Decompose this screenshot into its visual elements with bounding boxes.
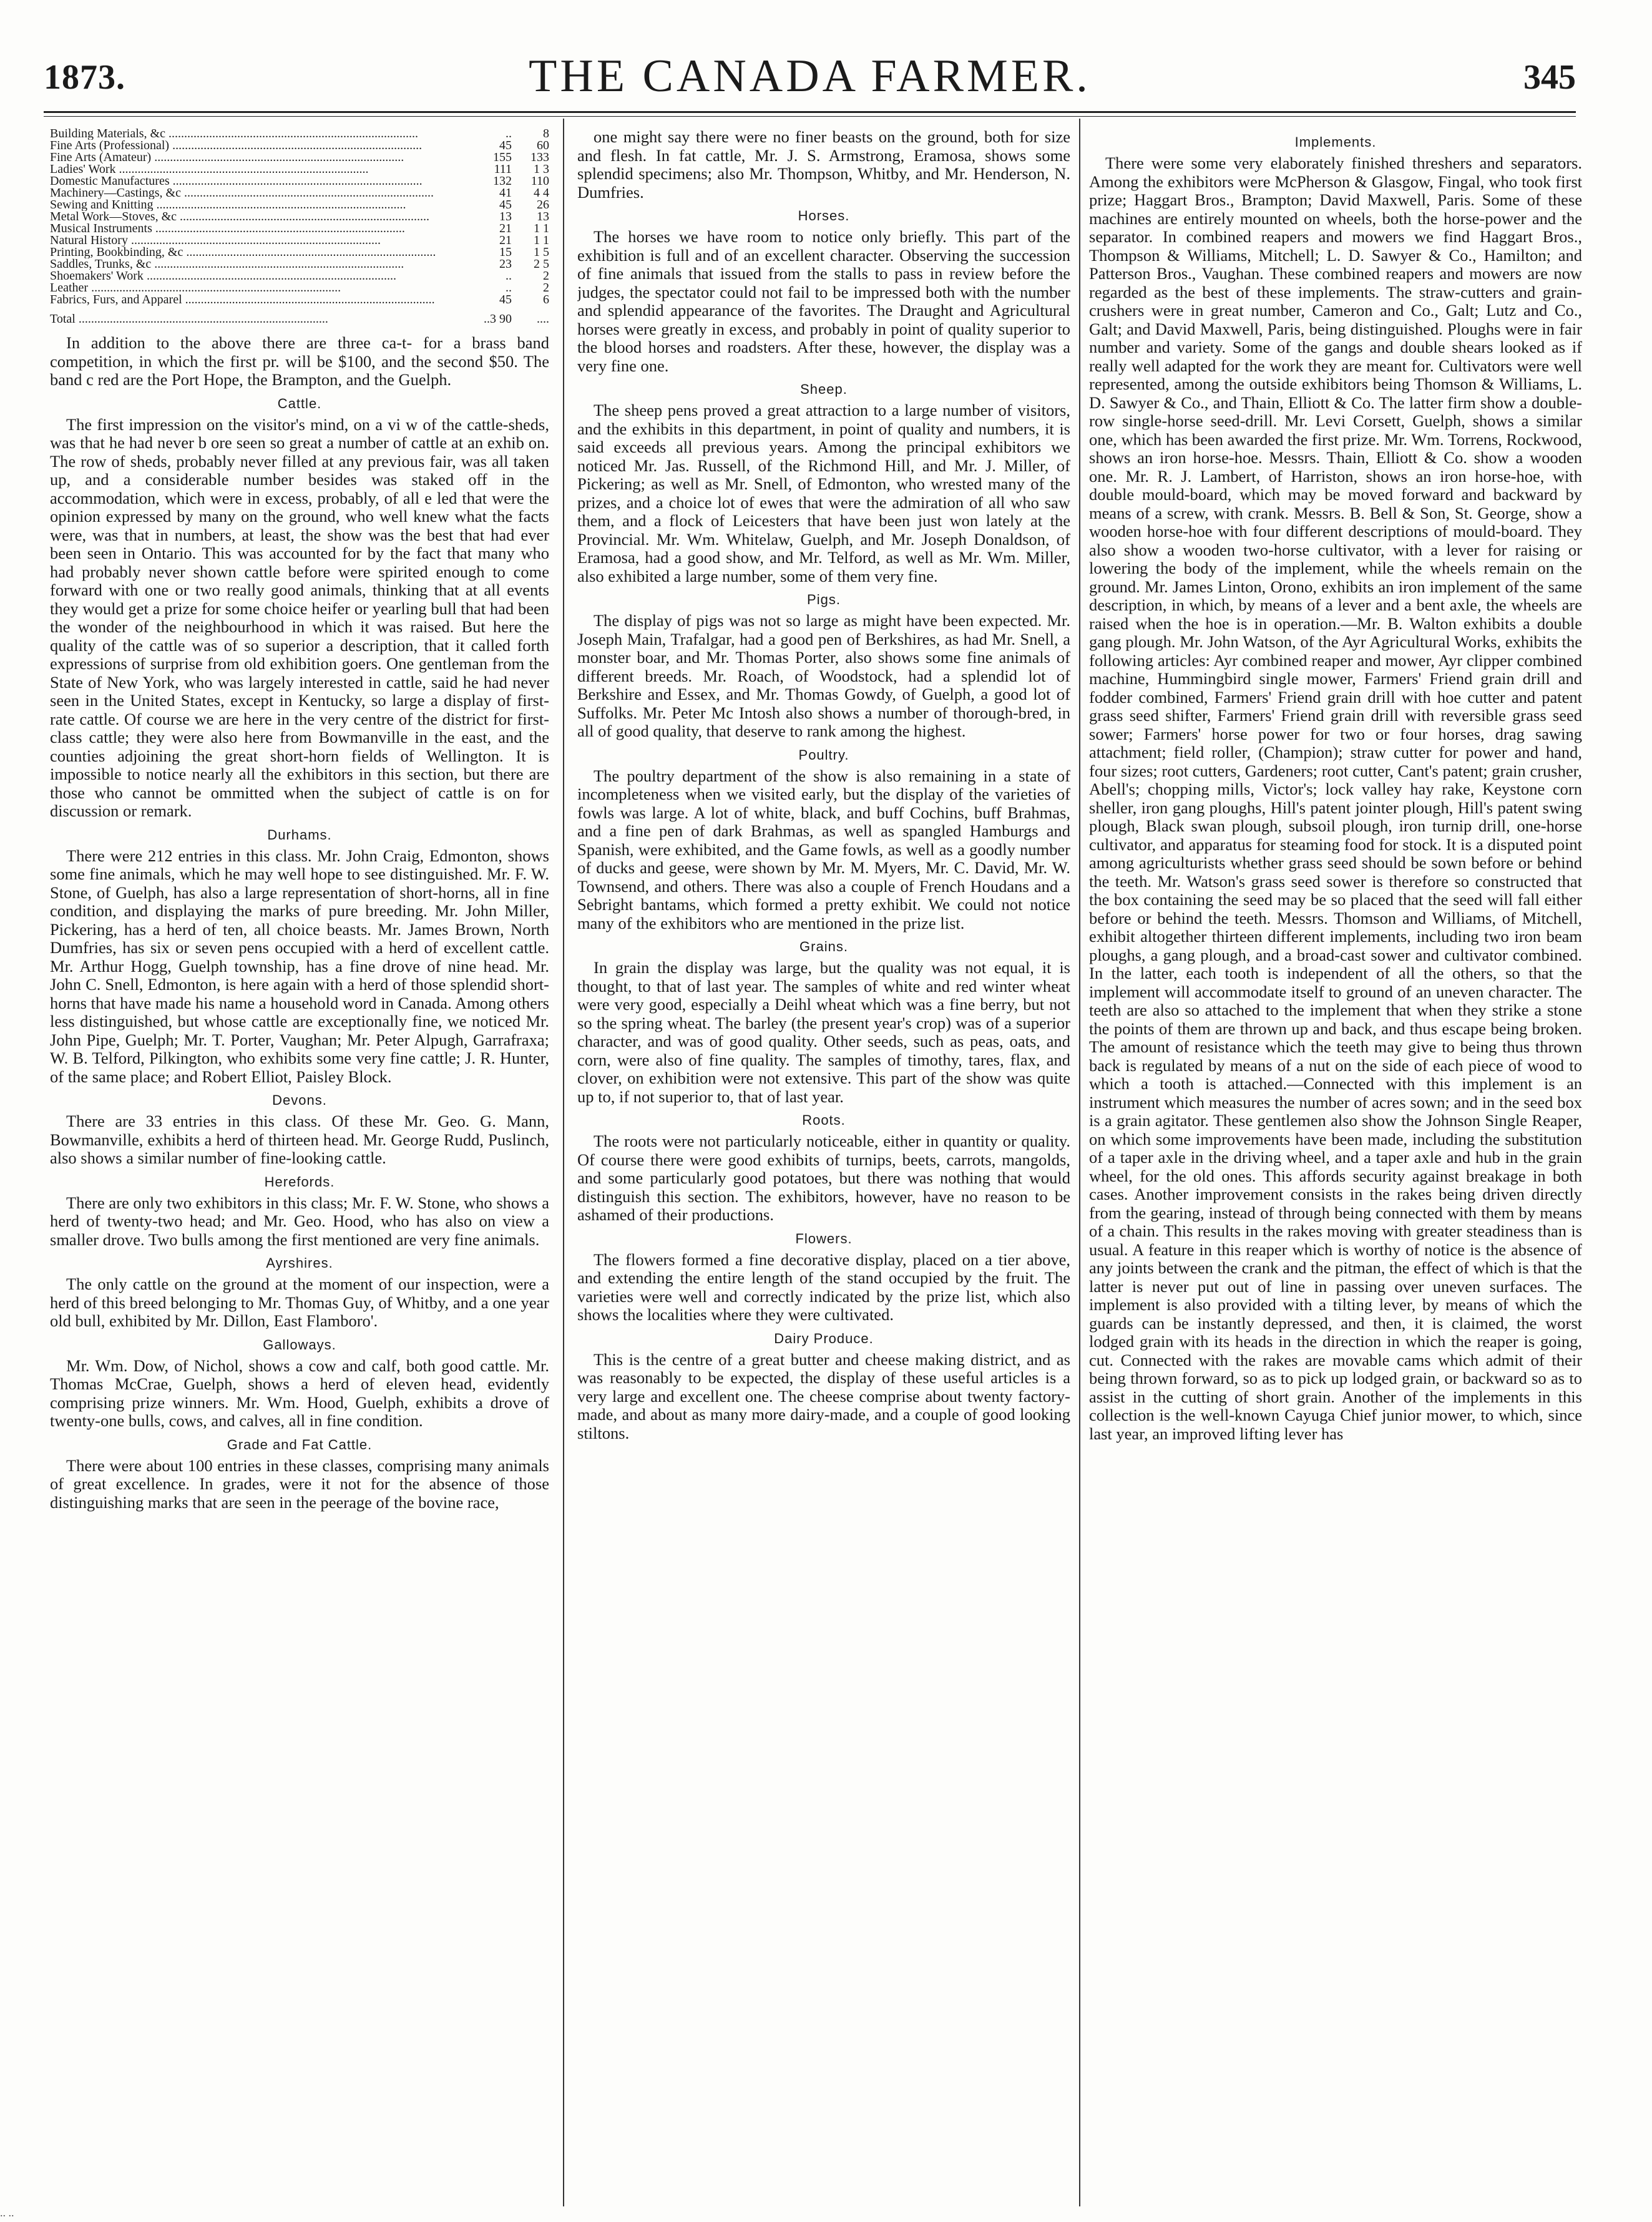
- header-rule-thin: [44, 116, 1576, 117]
- total-count-a: ..3 90: [484, 312, 512, 326]
- total-count-b: ....: [537, 312, 549, 326]
- entry-count-b: 60: [537, 139, 549, 152]
- page-margin-mark: .. ..: [0, 2206, 14, 2219]
- entry-count-b: 8: [543, 128, 549, 140]
- section-heading: Poultry.: [798, 746, 849, 763]
- entries-row: [50, 235, 549, 247]
- article-paragraph: The roots were not particularly noticeable, either in quantity or quality. Of course there were good exhibits of turnips, beets, carrots, mangolds, and some particularly good potatoes, but there was nothing that would distinguish this section. The exhibitors, however, have no reason to be ashamed of their productions.: [577, 1132, 1070, 1224]
- section-heading: Sheep.: [800, 381, 848, 397]
- column-3-articles: [1089, 134, 1582, 1443]
- entry-category: Machinery—Castings, &c .....: [50, 187, 474, 199]
- entry-count-b: 2 5: [534, 257, 549, 271]
- entry-category: Leather .....: [50, 282, 474, 294]
- entry-count-a: 155: [493, 150, 512, 164]
- article-paragraph: The flowers formed a fine decorative display, placed on a tier above, and extending the entire length of the stand occupied by the fruit. The varieties were well and correctly indicated by the prize list, which also shows the localities where they were cultivated.: [577, 1250, 1070, 1324]
- entry-count-b: 2: [543, 269, 549, 283]
- section-heading: Flowers.: [795, 1230, 853, 1246]
- entry-category: Printing, Bookbinding, &c .....: [50, 247, 474, 258]
- section-heading: Devons.: [272, 1092, 327, 1108]
- entry-count-a: 132: [493, 174, 512, 188]
- total-label: Total .....: [50, 306, 474, 325]
- entry-count-a: 15: [499, 245, 512, 259]
- article-paragraph: Mr. Wm. Dow, of Nichol, shows a cow and calf, both good cattle. Mr. Thomas McCrae, Guelph, shows a herd of eleven head, evidently comprising prize winners. Mr. Wm. Hood, Guelph, exhibits a drove of twenty-one bulls, cows, and calves, all in fine condition.: [50, 1356, 549, 1430]
- article-paragraph: The poultry department of the show is also remaining in a state of incompleteness when we visited early, but the display of the varieties of fowls was large. A lot of white, black, and buff Cochins, buff Brahmas, and a fine pen of dark Brahmas, as well as spangled Hamburgs and Spanish, were exhibited, and the Game fowls, as well as a goodly number of ducks and geese, were shown by Mr. M. Myers, Mr. C. David, Mr. W. Townsend, and others. There was also a couple of French Houdans and a Sebright bantams, which formed a pretty exhibit. We could not notice many of the exhibitors who are mentioned in the prize list.: [577, 766, 1070, 932]
- entry-count-a: 45: [499, 139, 512, 152]
- entry-category: Domestic Manufactures .....: [50, 175, 474, 187]
- article-paragraph: There were 212 entries in this class. Mr. John Craig, Edmonton, shows some fine animals, which he may well hope to see distinguished. Mr. F. W. Stone, of Guelph, has also a large representation of short-horns, all in fine condition, and displaying the marks of pure breeding. Mr. John Miller, Pickering, has a herd of ten, all choice beasts. Mr. James Brown, North Dumfries, has six or seven pens occupied with a herd of excellent cattle. Mr. Arthur Hogg, Guelph township, has a fine drove of nine head. Mr. John C. Snell, Edmonton, is here again with a herd of those splendid short-horns that have made his name a household word in Canada. Among others less distinguished, but whose cattle are exceptionally fine, we noticed Mr. John Pipe, Guelph; Mr. T. Porter, Vaughan; Mr. Peter Alpugh, Garrafraxa; W. B. Telford, Pilkington, who exhibits some very fine cattle; J. R. Hunter, of the same place; and Robert Elliot, Paisley Block.: [50, 846, 549, 1086]
- entries-row: [50, 199, 549, 211]
- article-paragraph: This is the centre of a great butter and cheese making district, and as was reasonably to be expected, the display of these useful articles is a very large and excellent one. The cheese comprise about twenty factory-made, and about as many more dairy-made, and a couple of good looking stiltons.: [577, 1349, 1070, 1442]
- entry-count-b: 13: [537, 210, 549, 223]
- section-heading: Galloways.: [263, 1336, 336, 1353]
- section-heading: Ayrshires.: [266, 1255, 333, 1271]
- section-heading: Horses.: [798, 208, 850, 223]
- issue-year: 1873.: [44, 58, 125, 97]
- entries-row: [50, 211, 549, 223]
- entry-count-a: 21: [499, 222, 512, 235]
- entries-row: [50, 187, 549, 199]
- page-number: 345: [1523, 58, 1576, 97]
- column-3: [1089, 128, 1582, 2197]
- entry-count-b: 2: [543, 281, 549, 295]
- entry-count-a: 45: [499, 198, 512, 212]
- section-heading: Roots.: [802, 1112, 846, 1128]
- entry-category: Musical Instruments .....: [50, 223, 474, 235]
- column-1: [50, 128, 549, 2197]
- entry-category: Natural History .....: [50, 235, 474, 247]
- entry-count-a: 13: [499, 210, 512, 223]
- entries-row: [50, 270, 549, 282]
- masthead: [44, 25, 1576, 100]
- entry-count-a: ..: [506, 269, 512, 283]
- column-divider-2: [1079, 119, 1080, 2206]
- entries-row: [50, 223, 549, 235]
- section-heading: Herefords.: [264, 1173, 335, 1190]
- section-heading: Dairy Produce.: [774, 1330, 874, 1346]
- entry-category: Saddles, Trunks, &c .....: [50, 258, 474, 270]
- column-2-articles: [577, 128, 1070, 1442]
- entries-row: [50, 294, 549, 306]
- publication-title: THE CANADA FARMER.: [529, 51, 1091, 102]
- entry-count-a: ..: [506, 281, 512, 295]
- article-paragraph: The horses we have room to notice only briefly. This part of the exhibition is full and of an excellent character. Observing the succession of fine animals that issued from the stalls to pass in review before the judges, the spectator could not fail to be impressed both with the number and splendid appearance of the favorites. The Draught and Agricultural horses were greatly in excess, and probably in point of quality superior to the blood horses and roadsters. After these, however, the display was a very fine one.: [577, 227, 1070, 375]
- article-paragraph: The display of pigs was not so large as might have been expected. Mr. Joseph Main, Trafalgar, had a good pen of Berkshires, as had Mr. Snell, a monster boar, and Mr. Thomas Porter, also shows some fine animals of different breeds. Mr. Roach, of Woodstock, had a splendid lot of Berkshire and Essex, and Mr. Thomas Gowdy, of Guelph, a good lot of Suffolks. Mr. Peter Mc Intosh also shows a number of thorough-bred, in all of good quality, that deserve to rank among the highest.: [577, 611, 1070, 740]
- entry-category: Sewing and Knitting .....: [50, 199, 474, 211]
- entries-row: [50, 282, 549, 294]
- column-divider-1: [563, 119, 564, 2206]
- article-paragraph: There were some very elaborately finished threshers and separators. Among the exhibitors were McPherson & Glasgow, Fingal, who took first prize; Haggart Bros., Brampton; David Maxwell, Paris. Some of these machines are entirely mounted on wheels, both the horse-power and the separator. In combined reapers and mowers we find Haggart Bros., Thompson & Williams, Mitchell; L. D. Sawyer & Co., Hamilton; and Patterson Bros., Vaughan. These combined reapers and mowers are now regarded as the best of these implements. The straw-cutters and grain-crushers were in great number, Cameron and Co., Galt; Lutz and Co., Galt; and David Maxwell, Paris, being distinguished. Ploughs were in fair number and variety. Some of the gangs and double shears looked as if really well adapted for the work they are meant for. Cultivators were well represented, among the outside exhibitors being Thomson & Williams, L. D. Sawyer & Co., and Thain, Elliott & Co. The latter firm show a double-row single-horse seed-drill. Mr. Levi Corsett, Guelph, shows a similar one, which has been awarded the first prize. Mr. Wm. Torrens, Rockwood, shows an iron horse-hoe. Messrs. Thain, Elliott & Co. show a wooden one. Mr. R. J. Lambert, of Harriston, shows an iron horse-hoe, with double mould-board, which may be moved forward and backward by means of a screw, with crank. Messrs. B. Bell & Son, St. George, show a wooden horse-hoe with four different descriptions of mould-board. They also show a wooden two-horse cultivator, with a lever for raising or lowering the body of the implement, while the wheels remain on the ground. Mr. James Linton, Orono, exhibits an iron implement of the same description, in which, by means of a lever and a bent axle, the wheels are raised when the hoe is in operation.—Mr. B. Walton exhibits a double gang plough. Mr. John Watson, of the Ayr Agricultural Works, exhibits the following articles: Ayr combined reaper and mower, Ayr clipper combined machine, Hummingbird single mower, Farmers' Friend grain drill and fodder combined, Farmers' Friend grain drill with hoe cutter and patent grass seed shifter, Farmers' Friend grain drill with reversible grass seed sower; Farmers' horse power for two or four horses, drag sawing attachment; field roller, (Champion); straw cutter for power and hand, four sizes; root cutters, Gardeners; root cutter, Cant's patent; grain crusher, Abell's; chopping mills, Victor's; lock valley hay rake, Keystone corn sheller, iron gang ploughs, Hill's patent jointer plough, Hill's patent swing plough, Black swan plough, subsoil plough, iron turnip drill, one-horse cultivator, and apparatus for steaming food for stock. It is a disputed point among agriculturists whether grass seed should be sown before or behind the teeth. Mr. Watson's grass seed sower is therefore so constructed that the box containing the seed may be so placed that the seed will fall either before or behind the teeth. Messrs. Thomson and Williams, of Mitchell, exhibit altogether thirteen different implements, including two iron beam ploughs, a gang plough, and a broad-cast sower and cultivator combined. In the latter, each tooth is independent of all the others, so that the implement will accommodate itself to ground of an uneven character. The teeth are also so attached to the implement that when they strike a stone the points of them are thrown up and back, and thus escape being broken. The amount of resistance which the teeth may give to being thus thrown back is regulated by means of a nut on the side of each piece of wood to which a tooth is attached.—Connected with this implement is an instrument which measures the number of acres sown; and in the seed box is a grain agitator. These gentlemen also show the Johnson Single Reaper, on which some improvements have been made, including the substitution of a taper axle in the driving wheel, and a taper axle and hub in the grain wheel, for the old ones. This affords security against breakage in both cases. Another improvement consists in the rakes being driven directly from the gearing, instead of through being connected with them by means of a chain. This results in the rakes moving with greater steadiness than is usual. A feature in this reaper which is worthy of notice is the absence of any joints between the crank and the pitman, the effect of which is that the latter is never put out of line in passing over uneven surfaces. The implement is also provided with a tilting lever, by means of which the guards can be instantly depressed, and then, it is claimed, the worst lodged grain with its heads in the direction in which the reaper is going, cut. Connected with the rakes are movable cams which admit of their being thrown forward, so as to pick up lodged grain, or backward so as to assist in the cutting of short grain. Another of the implements in this collection is the well-known Cayuga Chief junior mower, to which, since last year, an improved lifting lever has: [1089, 154, 1582, 1443]
- entries-total-row: [50, 306, 549, 325]
- section-heading: Grains.: [799, 939, 848, 954]
- entry-category: Shoemakers' Work .....: [50, 270, 474, 282]
- article-paragraph: The sheep pens proved a great attraction to a large number of visitors, and the exhibits in this department, in point of quality and numbers, it is said exceeds all previous years. Among the principal exhibitors we noticed Mr. Jas. Russell, of the Richmond Hill, and Mr. J. Miller, of Pickering; as well as Mr. Snell, of Edmonton, who wrested many of the prizes, and a choice lot of ewes that were the admiration of all who saw them, and a flock of Leicesters that have been just won lately at the Provincial. Mr. Wm. Whitelaw, Guelph, and Mr. Joseph Donaldson, of Eramosa, had a good show, and Mr. Telford, as well as Mr. Wm. Miller, also exhibited a large number, some of them very fine.: [577, 401, 1070, 585]
- entry-category: Ladies' Work .....: [50, 164, 474, 175]
- entry-category: Building Materials, &c .....: [50, 128, 474, 140]
- section-heading: Durhams.: [267, 826, 332, 843]
- entry-count-b: 4 4: [534, 186, 549, 200]
- entry-category: Fabrics, Furs, and Apparel .....: [50, 294, 474, 306]
- entry-count-b: 1 3: [534, 162, 549, 176]
- article-paragraph: There are only two exhibitors in this class; Mr. F. W. Stone, who shows a herd of twenty-two head; and Mr. Geo. Hood, who has also on view a smaller drove. Two bulls among the first mentioned are very fine animals.: [50, 1193, 549, 1249]
- entries-row: [50, 140, 549, 152]
- article-paragraph: one might say there were no finer beasts on the ground, both for size and flesh. In fat cattle, Mr. J. S. Armstrong, Eramosa, shows some splendid specimens; also Mr. Thompson, Whitby, and Mr. Henderson, N. Dumfries.: [577, 128, 1070, 202]
- entry-count-a: 45: [499, 293, 512, 306]
- entry-count-a: 21: [499, 233, 512, 247]
- entry-category: Fine Arts (Amateur) .....: [50, 152, 474, 164]
- entries-row: [50, 152, 549, 164]
- article-paragraph: In addition to the above there are three ca-t- for a brass band competition, in which the first pr. will be $100, and the second $50. The band c red are the Port Hope, the Brampton, and the Guelph.: [50, 333, 549, 389]
- header-rule: [44, 111, 1576, 113]
- article-paragraph: The first impression on the visitor's mind, on a vi w of the cattle-sheds, was that he had never b ore seen so great a number of cattle at an exhib on. The row of sheds, probably never filled at any previous fair, was all taken up, and a considerable number besides was staked off in the accommodation, which were in excess, probably, of all e led that were the opinion expressed by many on the ground, who well knew what the facts were, was that in numbers, at least, the show was the best that had ever been seen in Ontario. This was accounted for by the fact that many who had probably never shown cattle before were spirited enough to come forward with one or two really good animals, thinking that at all events they would get a prize for some choice heifer or yearling bull that had been the wonder of the neighbourhood in which it was raised. But here the quality of the cattle was of so superior a description, that it called forth expressions of surprise from old exhibition goers. One gentleman from the State of New York, who was largely interested in cattle, said he had never seen in the United States, except in Kentucky, so large a display of first-rate cattle. Of course we are here in the very centre of the district for first-class cattle; they were also here from Bowmanville in the east, and the counties adjoining the great short-horn fields of Wellington. It is impossible to notice nearly all the exhibitors in this section, but there are those who cannot be ommitted when the subject of cattle is on for discussion or remark.: [50, 414, 549, 820]
- entries-row: [50, 175, 549, 187]
- section-heading: Implements.: [1294, 134, 1377, 150]
- entry-count-b: 133: [530, 150, 549, 164]
- entry-count-a: 111: [494, 162, 512, 176]
- entry-count-b: 1 1: [534, 233, 549, 247]
- section-heading: Pigs.: [807, 592, 841, 607]
- entry-count-b: 26: [537, 198, 549, 212]
- entry-count-b: 6: [543, 293, 549, 306]
- entry-count-b: 1 1: [534, 222, 549, 235]
- entries-row: [50, 128, 549, 140]
- section-heading: Cattle.: [277, 395, 322, 411]
- article-paragraph: There are 33 entries in this class. Of these Mr. Geo. G. Mann, Bowmanville, exhibits a herd of thirteen head. Mr. George Rudd, Puslinch, also shows a similar number of fine-looking cattle.: [50, 1112, 549, 1167]
- entry-category: Fine Arts (Professional) .....: [50, 140, 474, 152]
- article-paragraph: There were about 100 entries in these classes, comprising many animals of great excellence. In grades, were it not for the absence of those distinguishing marks that are seen in the peerage of the bovine race,: [50, 1456, 549, 1512]
- column-1-articles: [50, 334, 549, 1512]
- entry-count-a: 41: [499, 186, 512, 200]
- section-heading: Grade and Fat Cattle.: [227, 1436, 373, 1452]
- article-paragraph: The only cattle on the ground at the moment of our inspection, were a herd of this breed belonging to Mr. Thomas Guy, of Whitby, and a one year old bull, exhibited by Mr. Dillon, East Flamboro'.: [50, 1275, 549, 1330]
- entries-row: [50, 247, 549, 258]
- entry-category: Metal Work—Stoves, &c .....: [50, 211, 474, 223]
- entry-count-a: ..: [506, 128, 512, 140]
- entries-row: [50, 258, 549, 270]
- entry-count-a: 23: [499, 257, 512, 271]
- column-2: [577, 128, 1070, 2197]
- entries-row: [50, 164, 549, 175]
- article-paragraph: In grain the display was large, but the quality was not equal, it is thought, to that of last year. The samples of white and red winter wheat were very good, especially a Deihl wheat which was a fine berry, but not so the spring wheat. The barley (the present year's crop) was of a superior character, and was of good quality. Other seeds, such as peas, oats, and corn, were also of fine quality. The samples of timothy, tares, flax, and clover, on exhibition were not extensive. This part of the show was quite up to, if not superior to, that of last year.: [577, 958, 1070, 1106]
- entries-table: [50, 128, 549, 325]
- entry-count-b: 110: [530, 174, 549, 188]
- entry-count-b: 1 5: [534, 245, 549, 259]
